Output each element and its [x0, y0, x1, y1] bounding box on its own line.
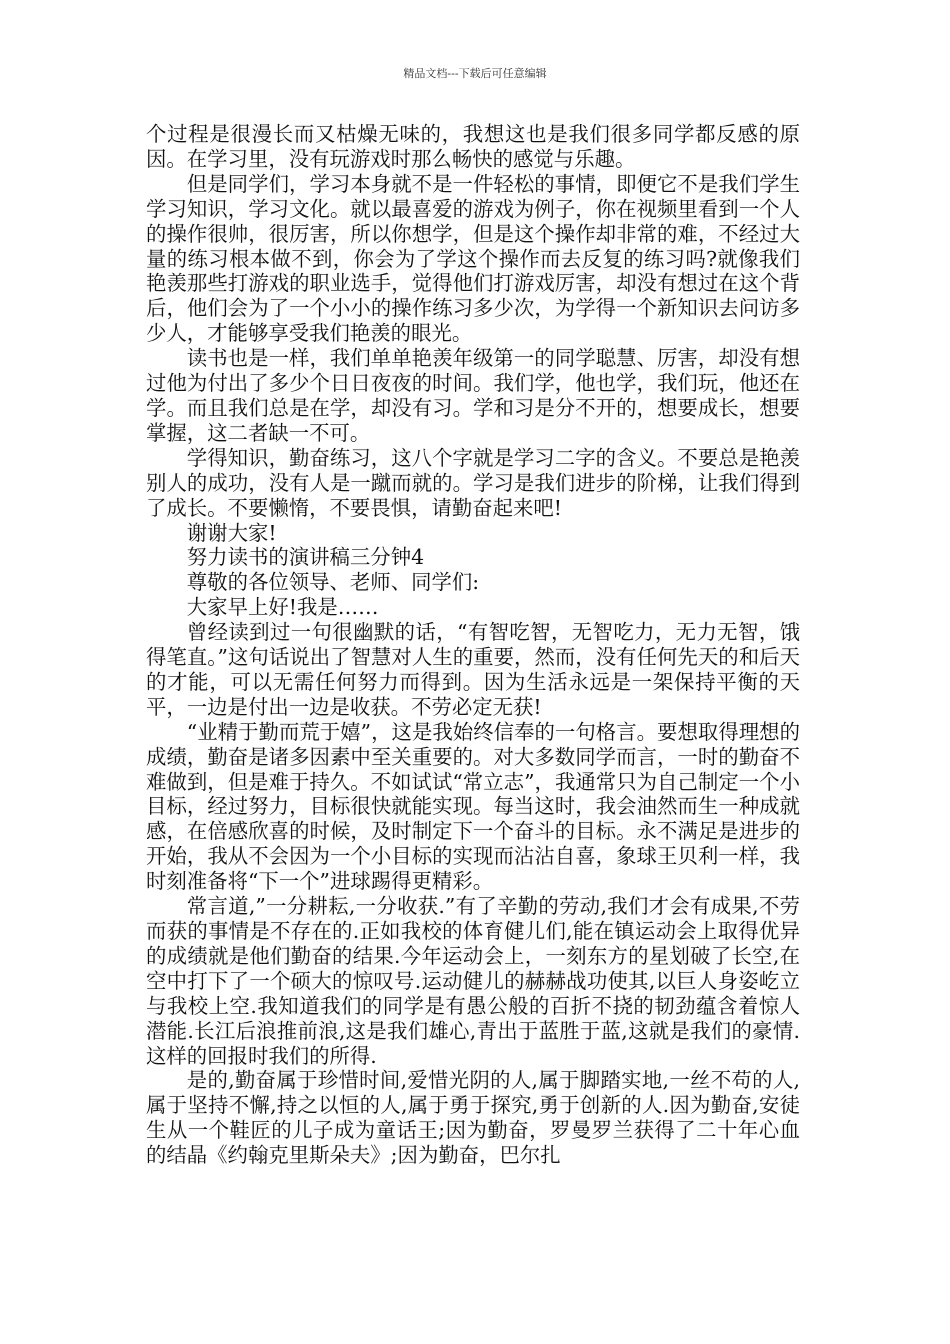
section-title: 努力读书的演讲稿三分钟4	[186, 545, 425, 570]
paragraph: 是的,勤奋属于珍惜时间,爱惜光阴的人,属于脚踏实地,一丝不苟的人,属于坚持不懈,持之以恒的人,属于勇于探究,勇于创新的人.因为勤奋,安徒生从一个鞋匠的儿子成为童话王;因为勤奋，罗曼罗兰获得了二十年心血的结晶《约翰克里斯朵夫》;因为勤奋，巴尔扎	[146, 1068, 800, 1168]
salutation: 尊敬的各位领导、老师、同学们:	[186, 570, 480, 595]
paragraph-continuation: 个过程是很漫长而又枯燥无味的，我想这也是我们很多同学都反感的原因。在学习里，没有玩游戏时那么畅快的感觉与乐趣。	[146, 122, 800, 171]
document-body	[146, 122, 800, 1168]
paragraph: “业精于勤而荒于嬉”，这是我始终信奉的一句格言。要想取得理想的成绩，勤奋是诸多因素中至关重要的。对大多数同学而言，一时的勤奋不难做到，但是难于持久。不如试试“常立志”，我通常只为自己制定一个小目标，经过努力，目标很快就能实现。每当这时，我会油然而生一种成就感，在倍感欣喜的时候，及时制定下一个奋斗的目标。永不满足是进步的开始，我从不会因为一个小目标的实现而沾沾自喜，象球王贝利一样，我时刻准备将“下一个”进球踢得更精彩。	[146, 719, 800, 894]
closing-line: 谢谢大家!	[186, 520, 277, 545]
paragraph: 学得知识，勤奋练习，这八个字就是学习二字的含义。不要总是艳羡别人的成功，没有人是一蹴而就的。学习是我们进步的阶梯，让我们得到了成长。不要懒惰，不要畏惧，请勤奋起来吧!	[146, 445, 800, 520]
page-header: 精品文档---下载后可任意编辑	[403, 67, 547, 80]
paragraph: 曾经读到过一句很幽默的话，“有智吃智，无智吃力，无力无智，饿得笔直。”这句话说出了智慧对人生的重要，然而，没有任何先天的和后天的才能，可以无需任何努力而得到。因为生活永远是一架保持平衡的天平，一边是付出一边是收获。不劳必定无获!	[146, 620, 800, 719]
paragraph: 但是同学们，学习本身就不是一件轻松的事情，即便它不是我们学生学习知识，学习文化。就以最喜爱的游戏为例子，你在视频里看到一个人的操作很帅，很厉害，所以你想学，但是这个操作却非常的难，不经过大量的练习根本做不到，你会为了学这个操作而去反复的练习吗?就像我们艳羡那些打游戏的职业选手，觉得他们打游戏厉害，却没有想过在这个背后，他们会为了一个小小的操作练习多少次，为学得一个新知识去问访多少人，才能够享受我们艳羡的眼光。	[146, 171, 800, 346]
paragraph: 常言道,”一分耕耘,一分收获.”有了辛勤的劳动,我们才会有成果,不劳而获的事情是不存在的.正如我校的体育健儿们,能在镇运动会上取得优异的成绩就是他们勤奋的结果.今年运动会上，一刻东方的星划破了长空,在空中打下了一个硕大的惊叹号.运动健儿的赫赫战功使其,以巨人身姿屹立与我校上空.我知道我们的同学是有愚公般的百折不挠的韧劲蕴含着惊人潜能.长江后浪推前浪,这是我们雄心,青出于蓝胜于蓝,这就是我们的豪情.这样的回报时我们的所得.	[146, 894, 800, 1068]
greeting: 大家早上好!我是……	[186, 595, 379, 620]
paragraph: 读书也是一样，我们单单艳羡年级第一的同学聪慧、厉害，却没有想过他为付出了多少个日日夜夜的时间。我们学，他也学，我们玩，他还在学。而且我们总是在学，却没有习。学和习是分不开的，想要成长，想要掌握，这二者缺一不可。	[146, 346, 800, 445]
